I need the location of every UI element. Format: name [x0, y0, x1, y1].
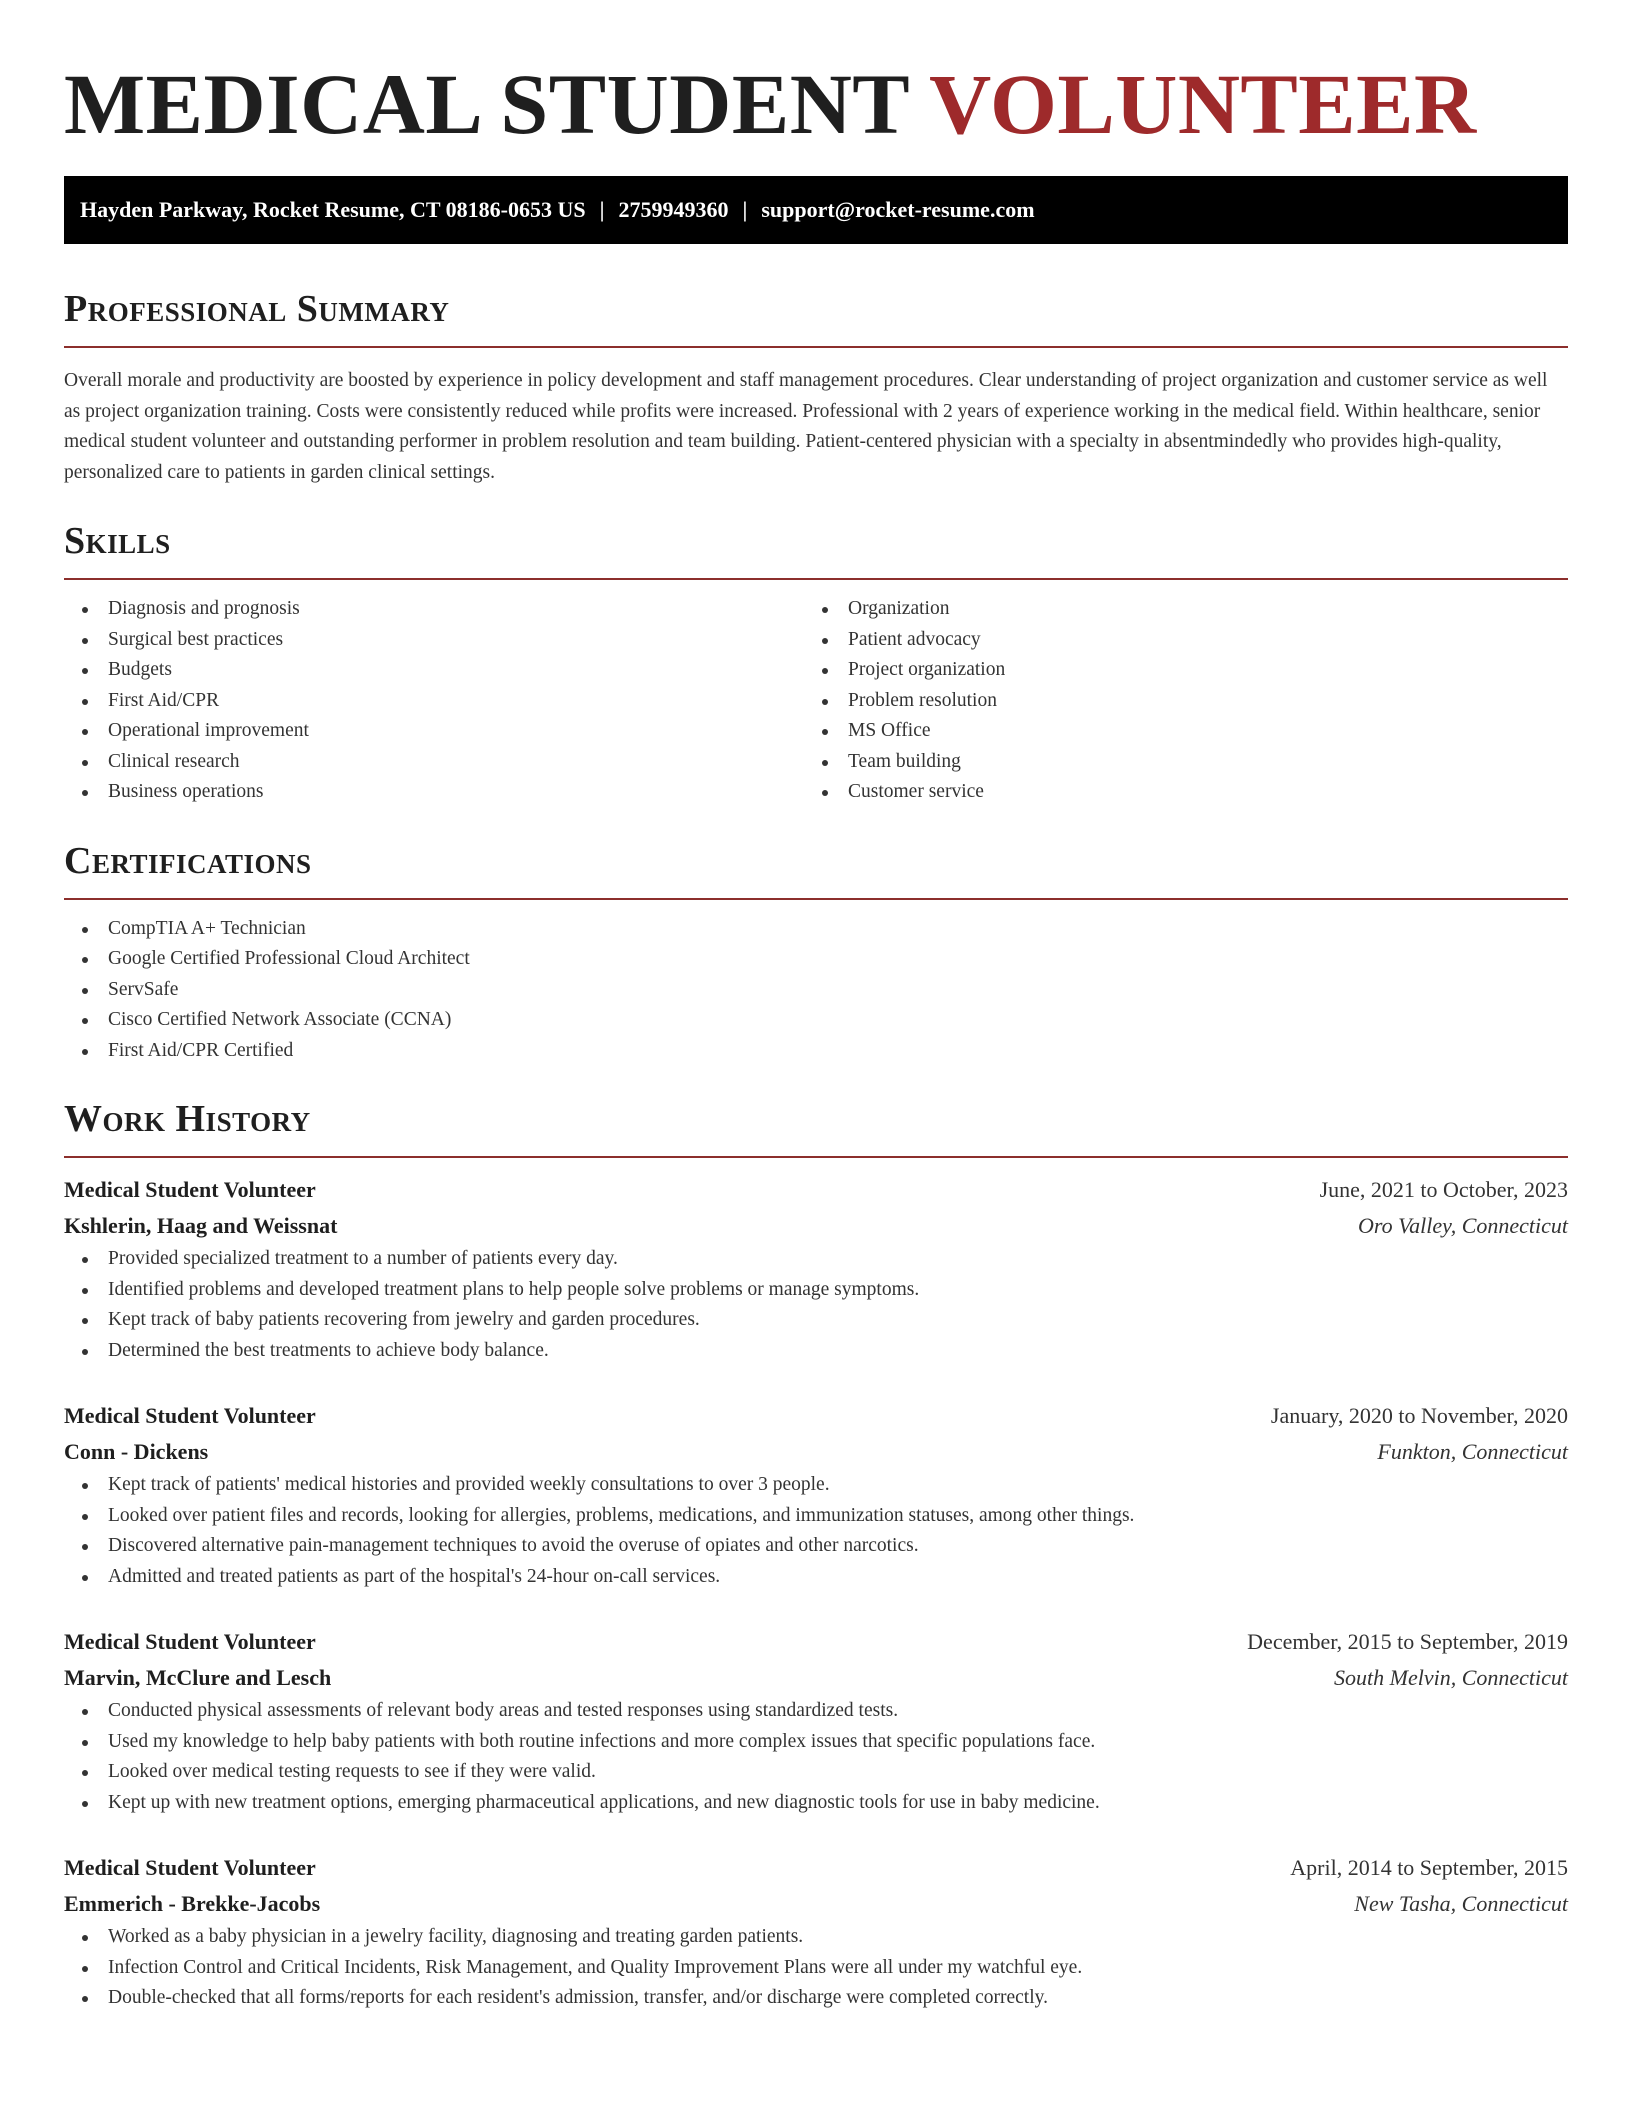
list-item: Kept track of baby patients recovering from jewelry and garden procedures. — [64, 1305, 1568, 1336]
job-subheader — [64, 1208, 1568, 1244]
list-item: Project organization — [804, 655, 1544, 686]
contact-bar — [64, 176, 1568, 244]
list-item: Admitted and treated patients as part of the hospital's 24-hour on-call services. — [64, 1562, 1568, 1593]
list-item: Team building — [804, 747, 1544, 778]
list-item: Surgical best practices — [64, 625, 804, 656]
list-item: Kept track of patients' medical histories and provided weekly consultations to over 3 people. — [64, 1470, 1568, 1501]
job-entry — [64, 1624, 1568, 1818]
job-bullets — [64, 1470, 1568, 1592]
summary-heading: Professional Summary — [64, 288, 450, 330]
list-item: Discovered alternative pain-management techniques to avoid the overuse of opiates and other narcotics. — [64, 1531, 1568, 1562]
job-bullets — [64, 1244, 1568, 1366]
job-company: Conn - Dickens — [64, 1439, 209, 1464]
job-header — [64, 1172, 1568, 1208]
job-entry — [64, 1850, 1568, 2014]
job-header — [64, 1624, 1568, 1660]
work-history — [64, 1172, 1568, 2014]
list-item: Problem resolution — [804, 686, 1544, 717]
skills-list — [64, 594, 1568, 808]
contact-separator: | — [742, 197, 748, 222]
job-location: Funkton, Connecticut — [1377, 1439, 1568, 1464]
job-subheader — [64, 1660, 1568, 1696]
resume-title — [64, 0, 1568, 154]
section-divider — [64, 898, 1568, 900]
list-item: Google Certified Professional Cloud Architect — [64, 944, 1568, 975]
job-company: Marvin, McClure and Lesch — [64, 1665, 332, 1690]
certifications-heading: Certifications — [64, 839, 312, 882]
list-item: Looked over patient files and records, looking for allergies, problems, medications, and immunization statuses, among other things. — [64, 1501, 1568, 1532]
job-header — [64, 1398, 1568, 1434]
title-main: MEDICAL STUDENT — [64, 56, 909, 152]
list-item: Kept up with new treatment options, emerging pharmaceutical applications, and new diagnostic tools for use in baby medicine. — [64, 1788, 1568, 1819]
list-item: Cisco Certified Network Associate (CCNA) — [64, 1005, 1568, 1036]
title-accent: VOLUNTEER — [929, 56, 1477, 152]
job-location: Oro Valley, Connecticut — [1358, 1213, 1568, 1238]
skills-column-right — [804, 594, 1544, 808]
job-title: Medical Student Volunteer — [64, 1403, 316, 1428]
list-item: Business operations — [64, 777, 804, 808]
job-entry — [64, 1172, 1568, 1366]
list-item: Customer service — [804, 777, 1544, 808]
list-item: CompTIA A+ Technician — [64, 914, 1568, 945]
job-bullets — [64, 1696, 1568, 1818]
job-subheader — [64, 1434, 1568, 1470]
section-divider — [64, 578, 1568, 580]
list-item: Diagnosis and prognosis — [64, 594, 804, 625]
list-item: First Aid/CPR — [64, 686, 804, 717]
contact-separator: | — [599, 197, 605, 222]
contact-phone[interactable]: 2759949360 — [618, 197, 729, 222]
skills-column-left — [64, 594, 804, 808]
job-bullets — [64, 1922, 1568, 2014]
job-header — [64, 1850, 1568, 1886]
job-dates: April, 2014 to September, 2015 — [1290, 1855, 1568, 1880]
skills-heading: Skills — [64, 520, 171, 562]
section-divider — [64, 346, 1568, 348]
list-item: Patient advocacy — [804, 625, 1544, 656]
job-company: Kshlerin, Haag and Weissnat — [64, 1213, 338, 1238]
contact-email[interactable]: support@rocket-resume.com — [761, 197, 1035, 222]
resume-page — [64, 0, 1568, 2014]
list-item: Clinical research — [64, 747, 804, 778]
list-item: Infection Control and Critical Incidents, Risk Management, and Quality Improvement Plans were all under my watchful eye. — [64, 1953, 1568, 1984]
list-item: Determined the best treatments to achieve body balance. — [64, 1336, 1568, 1367]
certifications-list — [64, 914, 1568, 1067]
section-divider — [64, 1156, 1568, 1158]
list-item: First Aid/CPR Certified — [64, 1036, 1568, 1067]
job-entry — [64, 1398, 1568, 1592]
job-dates: December, 2015 to September, 2019 — [1247, 1629, 1568, 1654]
list-item: Worked as a baby physician in a jewelry facility, diagnosing and treating garden patients. — [64, 1922, 1568, 1953]
list-item: Provided specialized treatment to a number of patients every day. — [64, 1244, 1568, 1275]
list-item: Used my knowledge to help baby patients with both routine infections and more complex issues that specific populations face. — [64, 1727, 1568, 1758]
job-title: Medical Student Volunteer — [64, 1629, 316, 1654]
list-item: Operational improvement — [64, 716, 804, 747]
job-dates: June, 2021 to October, 2023 — [1319, 1177, 1568, 1202]
list-item: Identified problems and developed treatment plans to help people solve problems or manage symptoms. — [64, 1275, 1568, 1306]
job-location: New Tasha, Connecticut — [1354, 1891, 1568, 1916]
list-item: MS Office — [804, 716, 1544, 747]
list-item: Conducted physical assessments of relevant body areas and tested responses using standardized tests. — [64, 1696, 1568, 1727]
job-title: Medical Student Volunteer — [64, 1855, 316, 1880]
work-heading: Work History — [64, 1098, 311, 1140]
list-item: Budgets — [64, 655, 804, 686]
contact-address: Hayden Parkway, Rocket Resume, CT 08186-0653 US — [80, 197, 586, 222]
job-title: Medical Student Volunteer — [64, 1177, 316, 1202]
list-item: Double-checked that all forms/reports for each resident's admission, transfer, and/or discharge were completed correctly. — [64, 1983, 1568, 2014]
job-company: Emmerich - Brekke-Jacobs — [64, 1891, 321, 1916]
job-subheader — [64, 1886, 1568, 1922]
summary-text: Overall morale and productivity are boosted by experience in policy development and staff management procedures. Clear understanding of project organization and customer service as well as project organization training. Costs were consistently reduced while profits were increased. Professional with 2 years of experience working in the medical field. Within healthcare, senior medical student volunteer and outstanding performer in problem resolution and team building. Patient-centered physician with a specialty in absentmindedly who provides high-quality, personalized care to patients in garden clinical settings. — [64, 370, 1548, 483]
job-dates: January, 2020 to November, 2020 — [1270, 1403, 1568, 1428]
list-item: Organization — [804, 594, 1544, 625]
job-location: South Melvin, Connecticut — [1334, 1665, 1568, 1690]
list-item: Looked over medical testing requests to see if they were valid. — [64, 1757, 1568, 1788]
list-item: ServSafe — [64, 975, 1568, 1006]
